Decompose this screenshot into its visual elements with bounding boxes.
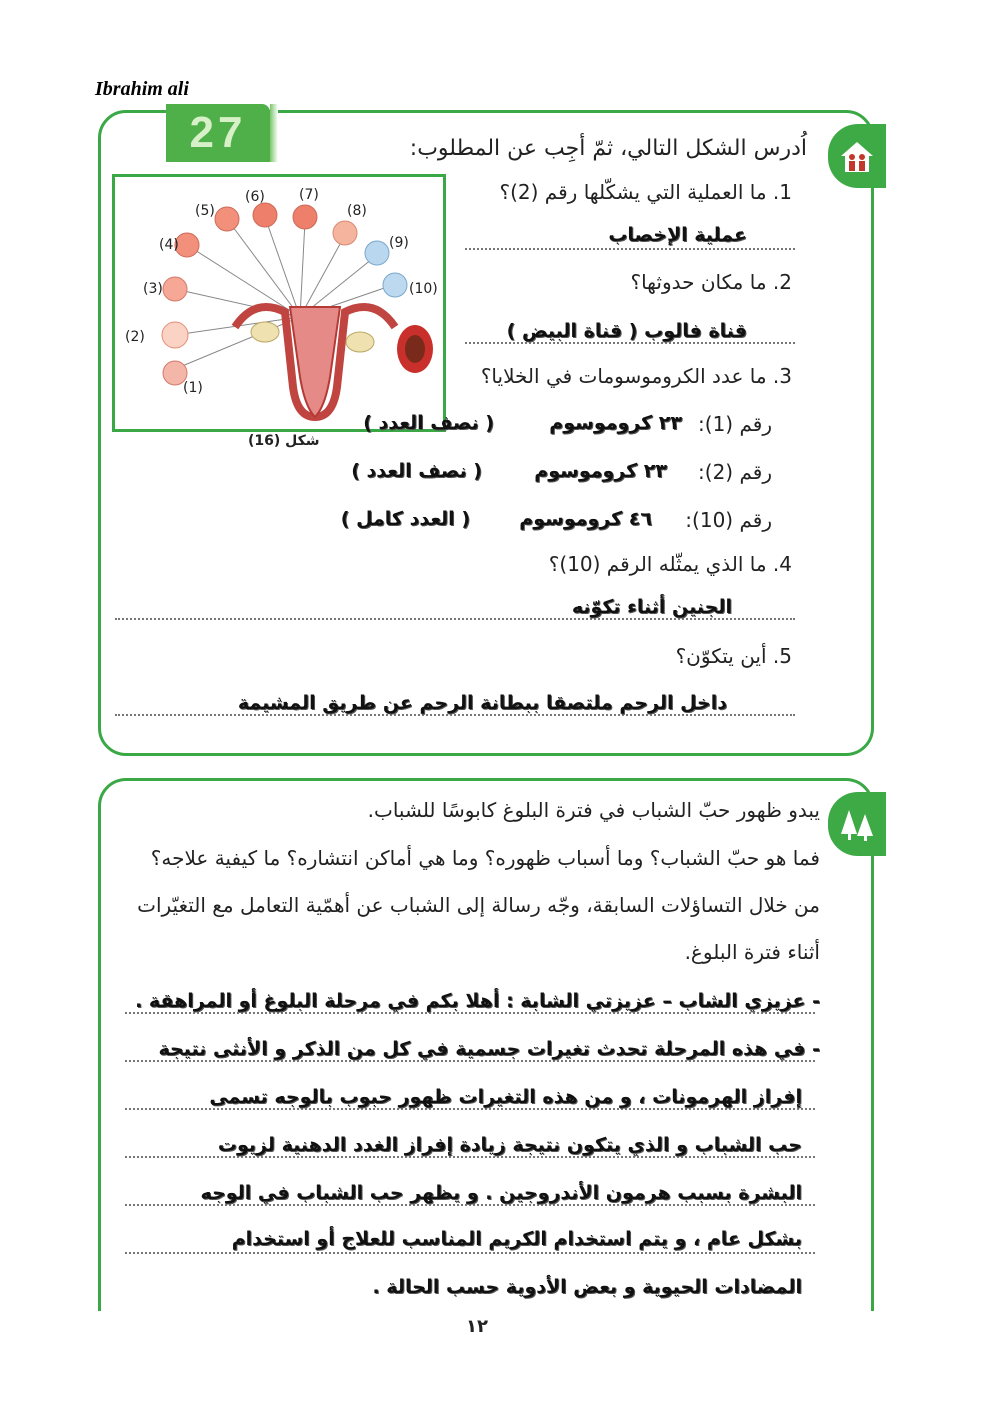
- trees-icon: [828, 792, 886, 856]
- message-answer-line: إفراز الهرمونات ، و من هذه التغيرات ظهور حبوب بالوجه تسمى: [209, 1086, 802, 1108]
- message-line-3: من خلال التساؤلات السابقة، وجّه رسالة إلى الشباب عن أهمّية التعامل مع التغيّرات: [137, 893, 820, 917]
- figure-label: (6): [245, 189, 265, 205]
- figure-label: (5): [195, 203, 215, 219]
- question-5: 5. أين يتكوّن؟: [675, 644, 792, 668]
- message-answer-line: - في هذه المرحلة تحدث تغيرات جسمية في كل من الذكر و الأنثى نتيجة: [158, 1038, 820, 1060]
- reproductive-system-diagram: [115, 177, 443, 429]
- row-10-value: ٤٦ كروموسوم: [519, 508, 652, 530]
- message-answer-line: بشكل عام ، و يتم استخدام الكريم المناسب للعلاج أو استخدام: [231, 1228, 802, 1250]
- row-1-value: ٢٣ كروموسوم: [549, 412, 682, 434]
- question-3: 3. ما عدد الكروموسومات في الخلايا؟: [480, 364, 792, 388]
- message-line-1: يبدو ظهور حبّ الشباب في فترة البلوغ كابوسًا للشباب.: [367, 798, 820, 822]
- author-name: Ibrahim ali: [95, 78, 189, 100]
- row-1-label: رقم (1):: [698, 412, 772, 436]
- row-2-label: رقم (2):: [698, 460, 772, 484]
- answer-5: داخل الرحم ملتصقا ببطانة الرحم عن طريق المشيمة: [237, 692, 727, 714]
- answer-line: [125, 1108, 815, 1110]
- answer-line: [115, 714, 795, 716]
- question-2: 2. ما مكان حدوثها؟: [630, 270, 792, 294]
- answer-line: [115, 618, 795, 620]
- activity-instruction: اُدرس الشكل التالي، ثمّ أجِب عن المطلوب:: [409, 136, 807, 161]
- answer-1: عملية الإخصاب: [608, 224, 747, 246]
- figure-label: (4): [159, 237, 179, 253]
- question-4: 4. ما الذي يمثّله الرقم (10)؟: [548, 552, 792, 576]
- answer-line: [125, 1204, 815, 1206]
- family-home-icon: [828, 124, 886, 188]
- figure-label: (1): [183, 380, 203, 396]
- figure-label: (9): [389, 235, 409, 251]
- answer-line: [125, 1012, 815, 1014]
- message-answer-line: المضادات الحيوية و بعض الأدوية حسب الحالة .: [372, 1276, 802, 1298]
- answer-line: [125, 1252, 815, 1254]
- row-1-note: ( نصف العدد ): [363, 412, 494, 434]
- message-answer-line: حب الشباب و الذي يتكون نتيجة زيادة إفراز الغدد الدهنية لزيوت: [217, 1134, 802, 1156]
- message-line-4: أثناء فترة البلوغ.: [684, 940, 820, 964]
- answer-4: الجنين أثناء تكوّنه: [571, 596, 732, 618]
- figure-caption: شكل (16): [248, 433, 320, 449]
- answer-2: قناة فالوب ( قناة البيض ): [506, 320, 747, 342]
- answer-line: [125, 1060, 815, 1062]
- figure-label: (8): [347, 203, 367, 219]
- figure-label: (2): [125, 329, 145, 345]
- row-10-note: ( العدد كامل ): [340, 508, 470, 530]
- message-answer-line: - عزيزي الشاب – عزيزتي الشابة : أهلا بكم في مرحلة البلوغ أو المراهقة .: [135, 990, 820, 1012]
- row-10-label: رقم (10):: [685, 508, 772, 532]
- figure-label: (7): [299, 187, 319, 203]
- answer-line: [125, 1156, 815, 1158]
- answer-line: [465, 248, 795, 250]
- uterus-figure: [112, 174, 446, 432]
- message-line-2: فما هو حبّ الشباب؟ وما أسباب ظهوره؟ وما هي أماكن انتشاره؟ ما كيفية علاجه؟: [150, 846, 820, 870]
- page-number: ١٢: [466, 1316, 488, 1337]
- activity-number-badge: 27: [166, 104, 270, 162]
- row-2-value: ٢٣ كروموسوم: [534, 460, 667, 482]
- figure-label: (3): [143, 281, 163, 297]
- question-1: 1. ما العملية التي يشكّلها رقم (2)؟: [499, 180, 792, 204]
- message-answer-line: البشرة بسبب هرمون الأندروجين . و يظهر حب الشباب في الوجه: [200, 1182, 802, 1204]
- row-2-note: ( نصف العدد ): [351, 460, 482, 482]
- figure-label: (10): [409, 281, 438, 297]
- answer-line: [465, 342, 795, 344]
